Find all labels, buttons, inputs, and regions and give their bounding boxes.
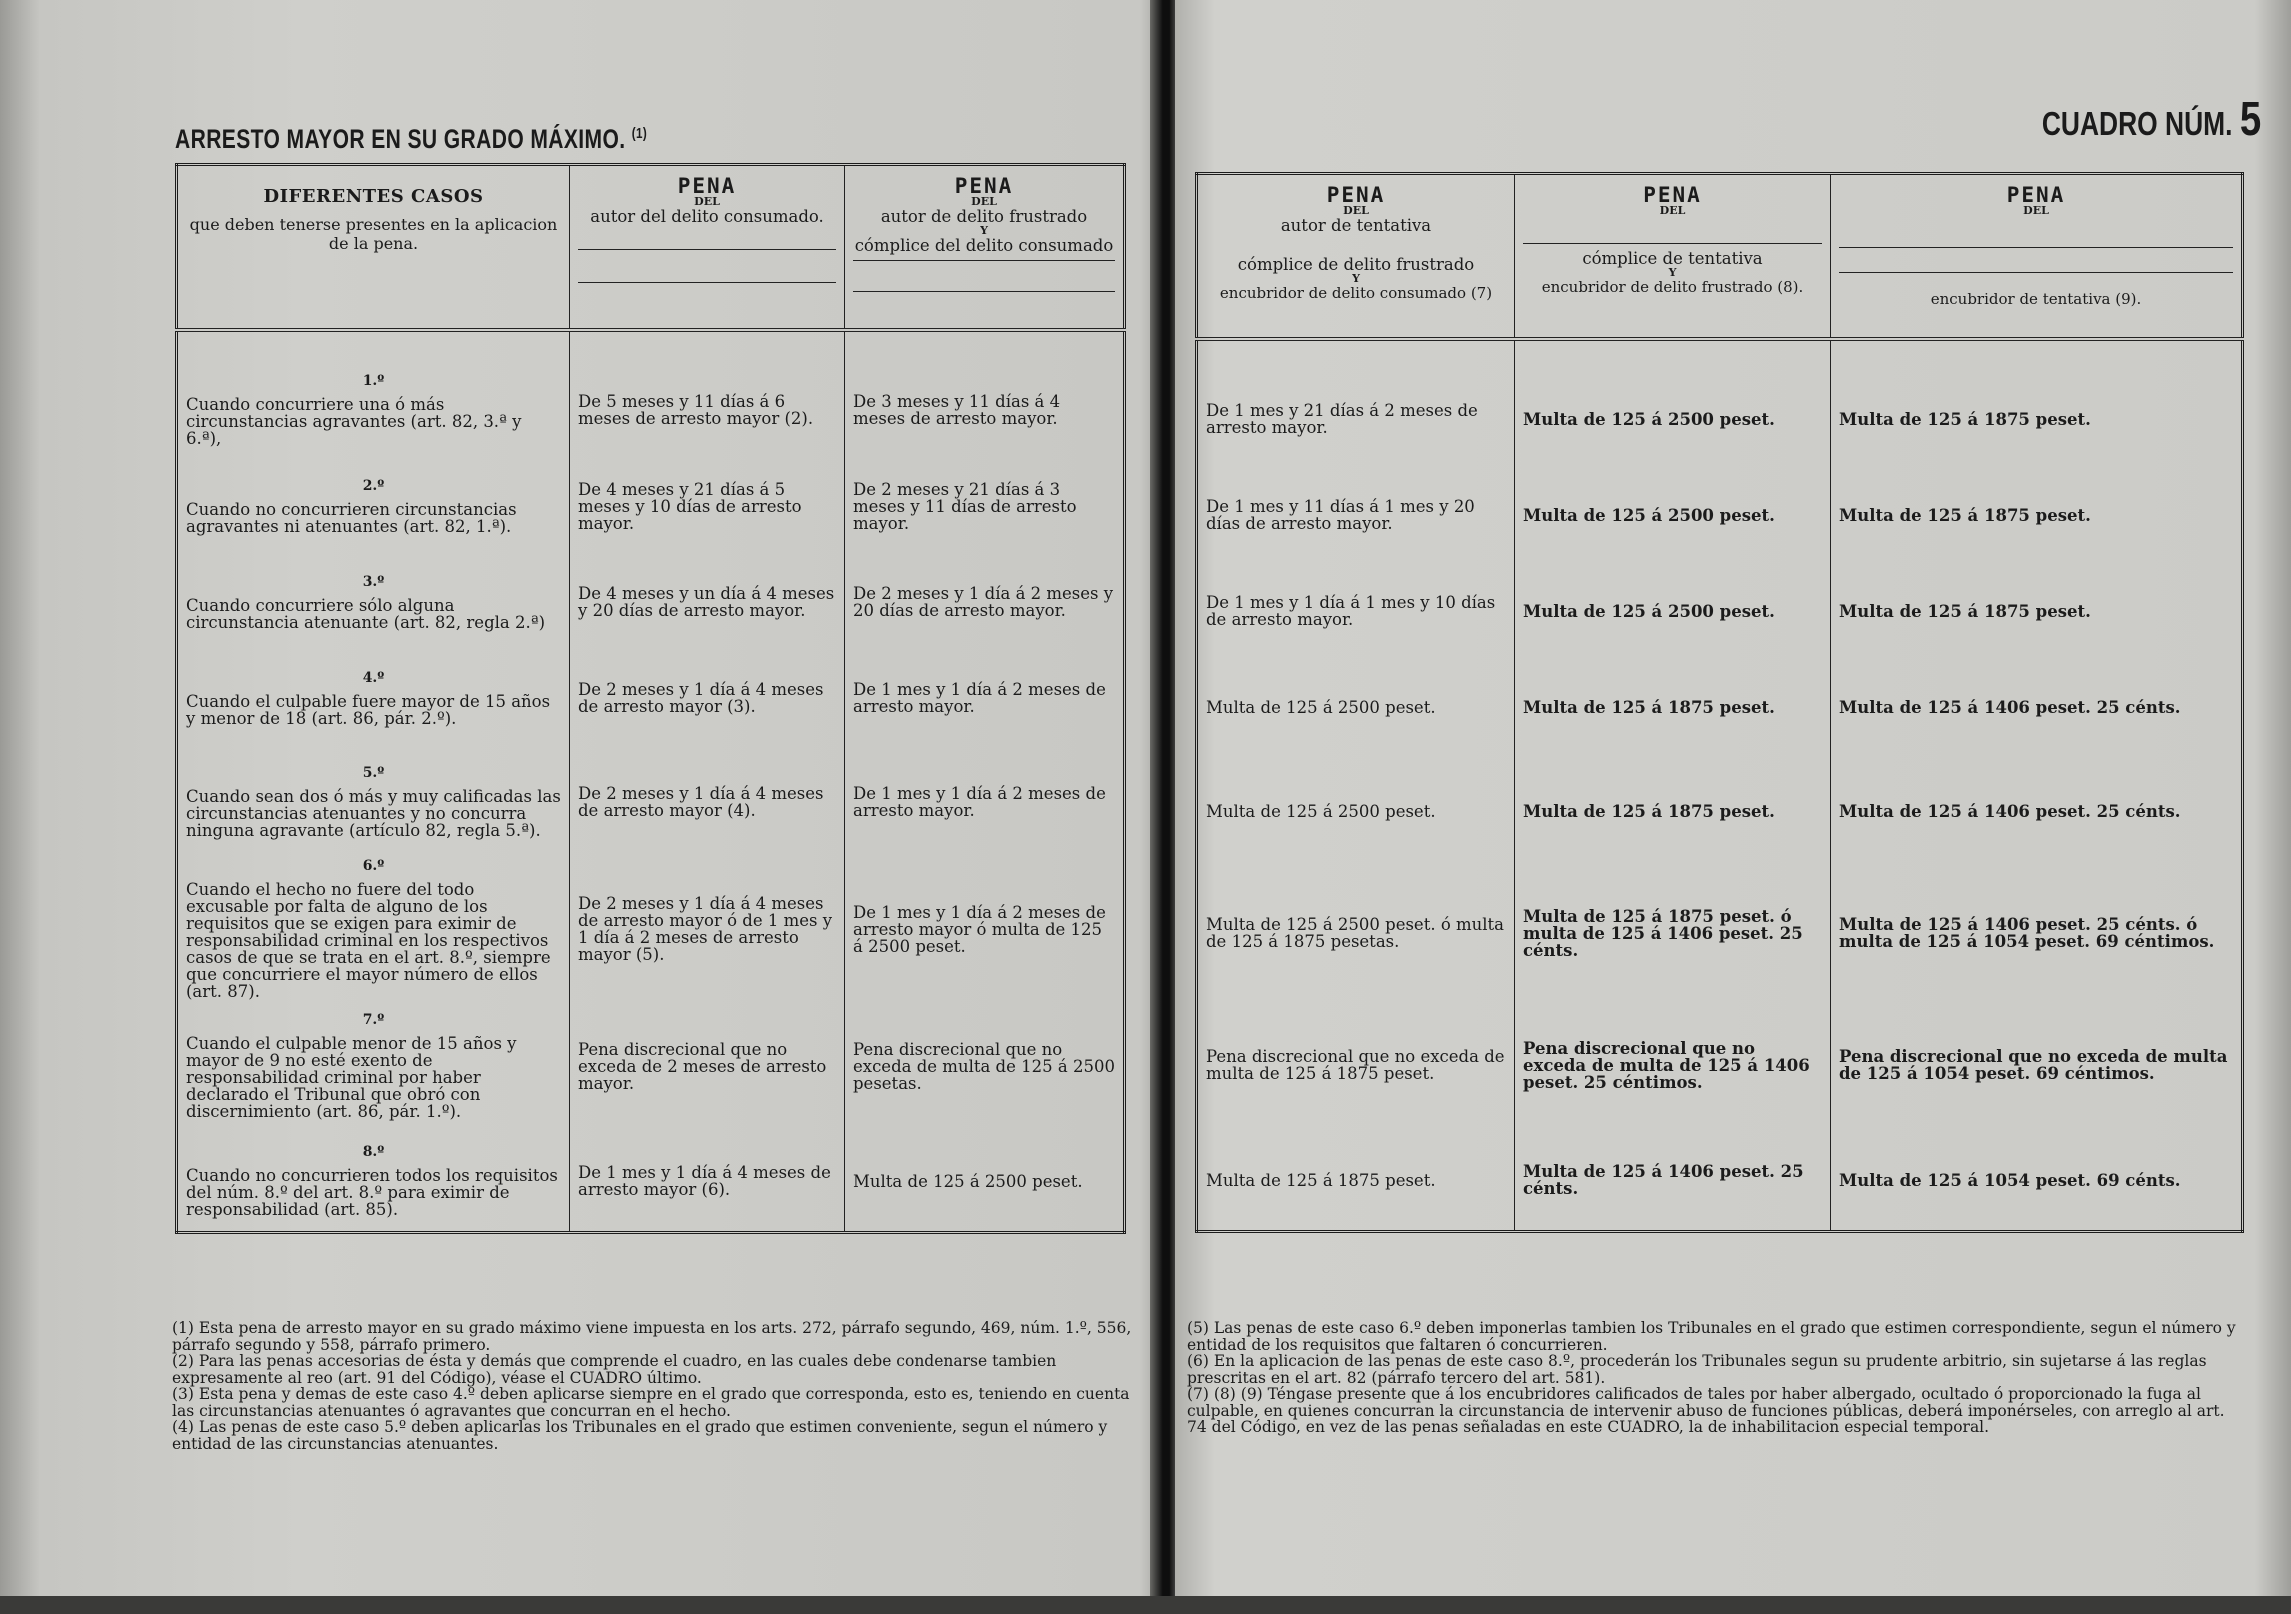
penalty-cell-c1: De 4 meses y 21 días á 5 meses y 10 días de arresto mayor. bbox=[570, 458, 845, 554]
table-row bbox=[177, 1132, 1125, 1232]
header-col4-line1: cómplice de tentativa bbox=[1582, 249, 1763, 268]
footnote-5: (5) Las penas de este caso 6.º deben imponerlas tambien los Tribunales en el grado que estimen correspondiente, segun el número y entidad de los requisitos que faltaren ó concurrieren. bbox=[1187, 1319, 2236, 1354]
footnote-7-8-9: (7) (8) (9) Téngase presente que á los encubridores calificados de tales por haber albergado, ocultado ó proporcionado la fuga al culpable, en quienes concurran la circunstancia de intervenir abuso de funciones públicas, deberá imponérseles, con arreglo al art. 74 del Código, en vez de las penas señaladas en este CUADRO, la de inhabilitacion especial temporal. bbox=[1187, 1385, 2225, 1436]
table-row bbox=[177, 1000, 1125, 1132]
header-col5-text: encubridor de tentativa (9). bbox=[1930, 290, 2142, 308]
penalty-cell-c3: Multa de 125 á 2500 peset. bbox=[1197, 755, 1515, 867]
penalty-cell-c4: Pena discrecional que no exceda de multa de 125 á 1406 peset. 25 céntimos. bbox=[1515, 999, 1831, 1131]
case-description: Cuando concurriere una ó más circunstancias agravantes (art. 82, 3.ª y 6.ª), bbox=[186, 395, 522, 448]
header-del-label: DEL bbox=[694, 195, 720, 208]
case-number: 6.º bbox=[362, 858, 385, 874]
penalty-cell-c2: De 1 mes y 1 día á 2 meses de arresto mayor ó multa de 125 á 2500 peset. bbox=[845, 858, 1125, 1000]
table-row bbox=[177, 554, 1125, 650]
header-col3-line2: cómplice de delito frustrado bbox=[1237, 255, 1475, 274]
penalty-cell-c2: De 1 mes y 1 día á 2 meses de arresto mayor. bbox=[845, 746, 1125, 858]
penalty-cell-c3: Multa de 125 á 2500 peset. bbox=[1197, 659, 1515, 755]
scan-bottom-edge bbox=[0, 1596, 2291, 1614]
table-row bbox=[177, 458, 1125, 554]
penalty-cell-c1: De 1 mes y 1 día á 4 meses de arresto mayor (6). bbox=[570, 1132, 845, 1232]
header-col4-y: Y bbox=[1668, 266, 1677, 279]
penalty-cell-c4: Multa de 125 á 1406 peset. 25 cénts. bbox=[1515, 1131, 1831, 1231]
penalty-cell-c3: De 1 mes y 11 días á 1 mes y 20 días de arresto mayor. bbox=[1197, 467, 1515, 563]
table-row bbox=[1197, 563, 2243, 659]
header-pena-label: PENA bbox=[1326, 183, 1386, 207]
header-pena-label: PENA bbox=[954, 174, 1014, 198]
header-col3-y: Y bbox=[1352, 272, 1360, 285]
right-page-title bbox=[2042, 92, 2261, 147]
penalty-cell-c1: De 2 meses y 1 día á 4 meses de arresto mayor (3). bbox=[570, 650, 845, 746]
penalty-cell-c3: Multa de 125 á 2500 peset. ó multa de 125 á 1875 pesetas. bbox=[1197, 867, 1515, 999]
case-number: 8.º bbox=[362, 1144, 385, 1161]
penalty-cell-c4: Multa de 125 á 1875 peset. bbox=[1515, 755, 1831, 867]
header-del-label: DEL bbox=[1659, 204, 1686, 217]
case-number: 1.º bbox=[362, 373, 385, 389]
table-row bbox=[1197, 755, 2243, 867]
header-diferentes-casos bbox=[177, 165, 570, 331]
header-col3-line3: encubridor de delito consumado (7) bbox=[1219, 284, 1493, 302]
header-col2-line2: cómplice del delito consumado bbox=[854, 236, 1114, 255]
penalty-cell-c1: Pena discrecional que no exceda de 2 meses de arresto mayor. bbox=[570, 1000, 845, 1132]
header-col-encubridor-tentativa bbox=[1831, 174, 2243, 340]
case-number: 3.º bbox=[362, 573, 385, 590]
right-footnotes bbox=[1187, 1320, 2247, 1436]
header-del-label: DEL bbox=[1343, 204, 1369, 217]
penalty-cell-c2: Multa de 125 á 2500 peset. bbox=[845, 1132, 1125, 1232]
penalty-cell-c3: Multa de 125 á 1875 peset. bbox=[1197, 1131, 1515, 1231]
left-title-text: ARRESTO MAYOR EN SU GRADO MÁXIMO. bbox=[175, 124, 626, 154]
right-penalty-table bbox=[1195, 172, 2244, 1233]
header-col2-line1: autor de delito frustrado bbox=[880, 207, 1088, 226]
footnote-6: (6) En la aplicacion de las penas de este caso 8.º, procederán los Tribunales segun su prudente arbitrio, sin sujetarse á las reglas prescritas en el art. 82 (párrafo tercero del art. 581). bbox=[1187, 1352, 2207, 1387]
table-row bbox=[1197, 659, 2243, 755]
table-row bbox=[177, 650, 1125, 746]
header-del-label: DEL bbox=[971, 195, 997, 208]
table-row bbox=[1197, 467, 2243, 563]
header-pena-label: PENA bbox=[677, 174, 737, 198]
case-description: Cuando el hecho no fuere del todo excusable por falta de alguno de los requisitos que se exigen para eximir de responsabilidad criminal en los respectivos casos de que se trata en el art. 8.º, siempre que concurriere el mayor número de ellos (art. 87). bbox=[186, 880, 551, 1001]
case-description: Cuando sean dos ó más y muy calificadas las circunstancias atenuantes y no concurra ninguna agravante (artículo 82, regla 5.ª). bbox=[186, 787, 561, 840]
table-row bbox=[177, 330, 1125, 458]
case-description: Cuando el culpable menor de 15 años y mayor de 9 no esté exento de responsabilidad criminal por haber declarado el Tribunal que obró con discernimiento (art. 86, pár. 1.º). bbox=[186, 1034, 517, 1121]
penalty-cell-c3: De 1 mes y 21 días á 2 meses de arresto mayor. bbox=[1197, 339, 1515, 467]
case-description: Cuando concurriere sólo alguna circunstancia atenuante (art. 82, regla 2.ª) bbox=[186, 595, 546, 632]
penalty-cell-c3: Pena discrecional que no exceda de multa de 125 á 1875 peset. bbox=[1197, 999, 1515, 1131]
case-cell bbox=[177, 458, 570, 554]
penalty-cell-c5: Multa de 125 á 1875 peset. bbox=[1831, 339, 2243, 467]
penalty-cell-c2: Pena discrecional que no exceda de multa de 125 á 2500 pesetas. bbox=[845, 1000, 1125, 1132]
table-row bbox=[177, 858, 1125, 1000]
penalty-cell-c5: Multa de 125 á 1875 peset. bbox=[1831, 467, 2243, 563]
case-description: Cuando no concurrieren todos los requisitos del núm. 8.º del art. 8.º para eximir de responsabilidad (art. 85). bbox=[186, 1166, 558, 1220]
header-del-label: DEL bbox=[2023, 204, 2049, 217]
left-footnotes bbox=[172, 1320, 1132, 1452]
left-penalty-table bbox=[175, 163, 1126, 1234]
header-col3-line1: autor de tentativa bbox=[1280, 216, 1432, 235]
case-cell bbox=[177, 746, 570, 858]
penalty-cell-c4: Multa de 125 á 1875 peset. bbox=[1515, 659, 1831, 755]
case-cell bbox=[177, 1132, 570, 1232]
header-col2-y: Y bbox=[980, 224, 988, 237]
cuadro-label: CUADRO NÚM. bbox=[2041, 105, 2233, 142]
table-row bbox=[1197, 339, 2243, 467]
case-cell bbox=[177, 650, 570, 746]
case-description: Cuando el culpable fuere mayor de 15 años y menor de 18 (art. 86, pár. 2.º). bbox=[186, 691, 551, 728]
penalty-cell-c4: Multa de 125 á 2500 peset. bbox=[1515, 467, 1831, 563]
penalty-cell-c2: De 2 meses y 1 día á 2 meses y 20 días de arresto mayor. bbox=[845, 554, 1125, 650]
case-number: 2.º bbox=[362, 477, 385, 494]
penalty-cell-c5: Multa de 125 á 1054 peset. 69 cénts. bbox=[1831, 1131, 2243, 1231]
table-row bbox=[1197, 867, 2243, 999]
penalty-cell-c1: De 4 meses y un día á 4 meses y 20 días de arresto mayor. bbox=[570, 554, 845, 650]
penalty-cell-c4: Multa de 125 á 1875 peset. ó multa de 125 á 1406 peset. 25 cénts. bbox=[1515, 867, 1831, 999]
penalty-cell-c2: De 2 meses y 21 días á 3 meses y 11 días de arresto mayor. bbox=[845, 458, 1125, 554]
header-casos-subtitle: que deben tenerse presentes en la aplicacion de la pena. bbox=[189, 215, 558, 253]
footnote-3: (3) Esta pena y demas de este caso 4.º deben aplicarse siempre en el grado que corresponda, esto es, teniendo en cuenta las circunstancias atenuantes ó agravantes que concurran en el hecho. bbox=[172, 1385, 1130, 1420]
header-col-autor-tentativa bbox=[1197, 174, 1515, 340]
penalty-cell-c5: Multa de 125 á 1406 peset. 25 cénts. ó multa de 125 á 1054 peset. 69 céntimos. bbox=[1831, 867, 2243, 999]
header-col-autor-frustrado bbox=[845, 165, 1125, 331]
left-page-title bbox=[175, 124, 647, 155]
footnote-4: (4) Las penas de este caso 5.º deben aplicarlas los Tribunales en el grado que estimen conveniente, segun el número y entidad de las circunstancias atenuantes. bbox=[172, 1418, 1108, 1453]
penalty-cell-c2: De 3 meses y 11 días á 4 meses de arresto mayor. bbox=[845, 330, 1125, 458]
penalty-cell-c4: Multa de 125 á 2500 peset. bbox=[1515, 339, 1831, 467]
right-page bbox=[1175, 0, 2291, 1614]
header-casos-title: DIFERENTES CASOS bbox=[263, 186, 484, 207]
table-row bbox=[177, 746, 1125, 858]
table-row bbox=[1197, 1131, 2243, 1231]
left-title-footnote-ref: (1) bbox=[631, 125, 648, 142]
penalty-cell-c3: De 1 mes y 1 día á 1 mes y 10 días de arresto mayor. bbox=[1197, 563, 1515, 659]
case-description: Cuando no concurrieren circunstancias agravantes ni atenuantes (art. 82, 1.ª). bbox=[186, 499, 517, 536]
header-col1-text: autor del delito consumado. bbox=[590, 207, 824, 226]
penalty-cell-c1: De 2 meses y 1 día á 4 meses de arresto mayor ó de 1 mes y 1 día á 2 meses de arresto mayor (5). bbox=[570, 858, 845, 1000]
case-number: 7.º bbox=[362, 1012, 385, 1028]
header-pena-label: PENA bbox=[1643, 183, 1702, 207]
table-row bbox=[1197, 999, 2243, 1131]
case-cell bbox=[177, 858, 570, 1000]
case-number: 4.º bbox=[362, 669, 385, 686]
penalty-cell-c1: De 5 meses y 11 días á 6 meses de arresto mayor (2). bbox=[570, 330, 845, 458]
header-col-autor-consumado bbox=[570, 165, 845, 331]
penalty-cell-c4: Multa de 125 á 2500 peset. bbox=[1515, 563, 1831, 659]
header-col-complice-tentativa bbox=[1515, 174, 1831, 340]
penalty-cell-c5: Multa de 125 á 1406 peset. 25 cénts. bbox=[1831, 659, 2243, 755]
header-pena-label: PENA bbox=[2006, 183, 2066, 207]
footnote-1: (1) Esta pena de arresto mayor en su grado máximo viene impuesta en los arts. 272, párrafo segundo, 469, núm. 1.º, 556, párrafo segundo y 558, párrafo primero. bbox=[172, 1319, 1132, 1354]
case-number: 5.º bbox=[362, 765, 385, 781]
penalty-cell-c5: Pena discrecional que no exceda de multa de 125 á 1054 peset. 69 céntimos. bbox=[1831, 999, 2243, 1131]
case-cell bbox=[177, 330, 570, 458]
case-cell bbox=[177, 554, 570, 650]
penalty-cell-c1: De 2 meses y 1 día á 4 meses de arresto mayor (4). bbox=[570, 746, 845, 858]
cuadro-number: 5 bbox=[2239, 93, 2261, 146]
case-cell bbox=[177, 1000, 570, 1132]
header-col4-line2: encubridor de delito frustrado (8). bbox=[1541, 278, 1804, 296]
footnote-2: (2) Para las penas accesorias de ésta y demás que comprende el cuadro, en las cuales debe condenarse tambien expresamente al reo (art. 91 del Código), véase el CUADRO último. bbox=[172, 1352, 1057, 1387]
penalty-cell-c5: Multa de 125 á 1406 peset. 25 cénts. bbox=[1831, 755, 2243, 867]
penalty-cell-c2: De 1 mes y 1 día á 2 meses de arresto mayor. bbox=[845, 650, 1125, 746]
penalty-cell-c5: Multa de 125 á 1875 peset. bbox=[1831, 563, 2243, 659]
